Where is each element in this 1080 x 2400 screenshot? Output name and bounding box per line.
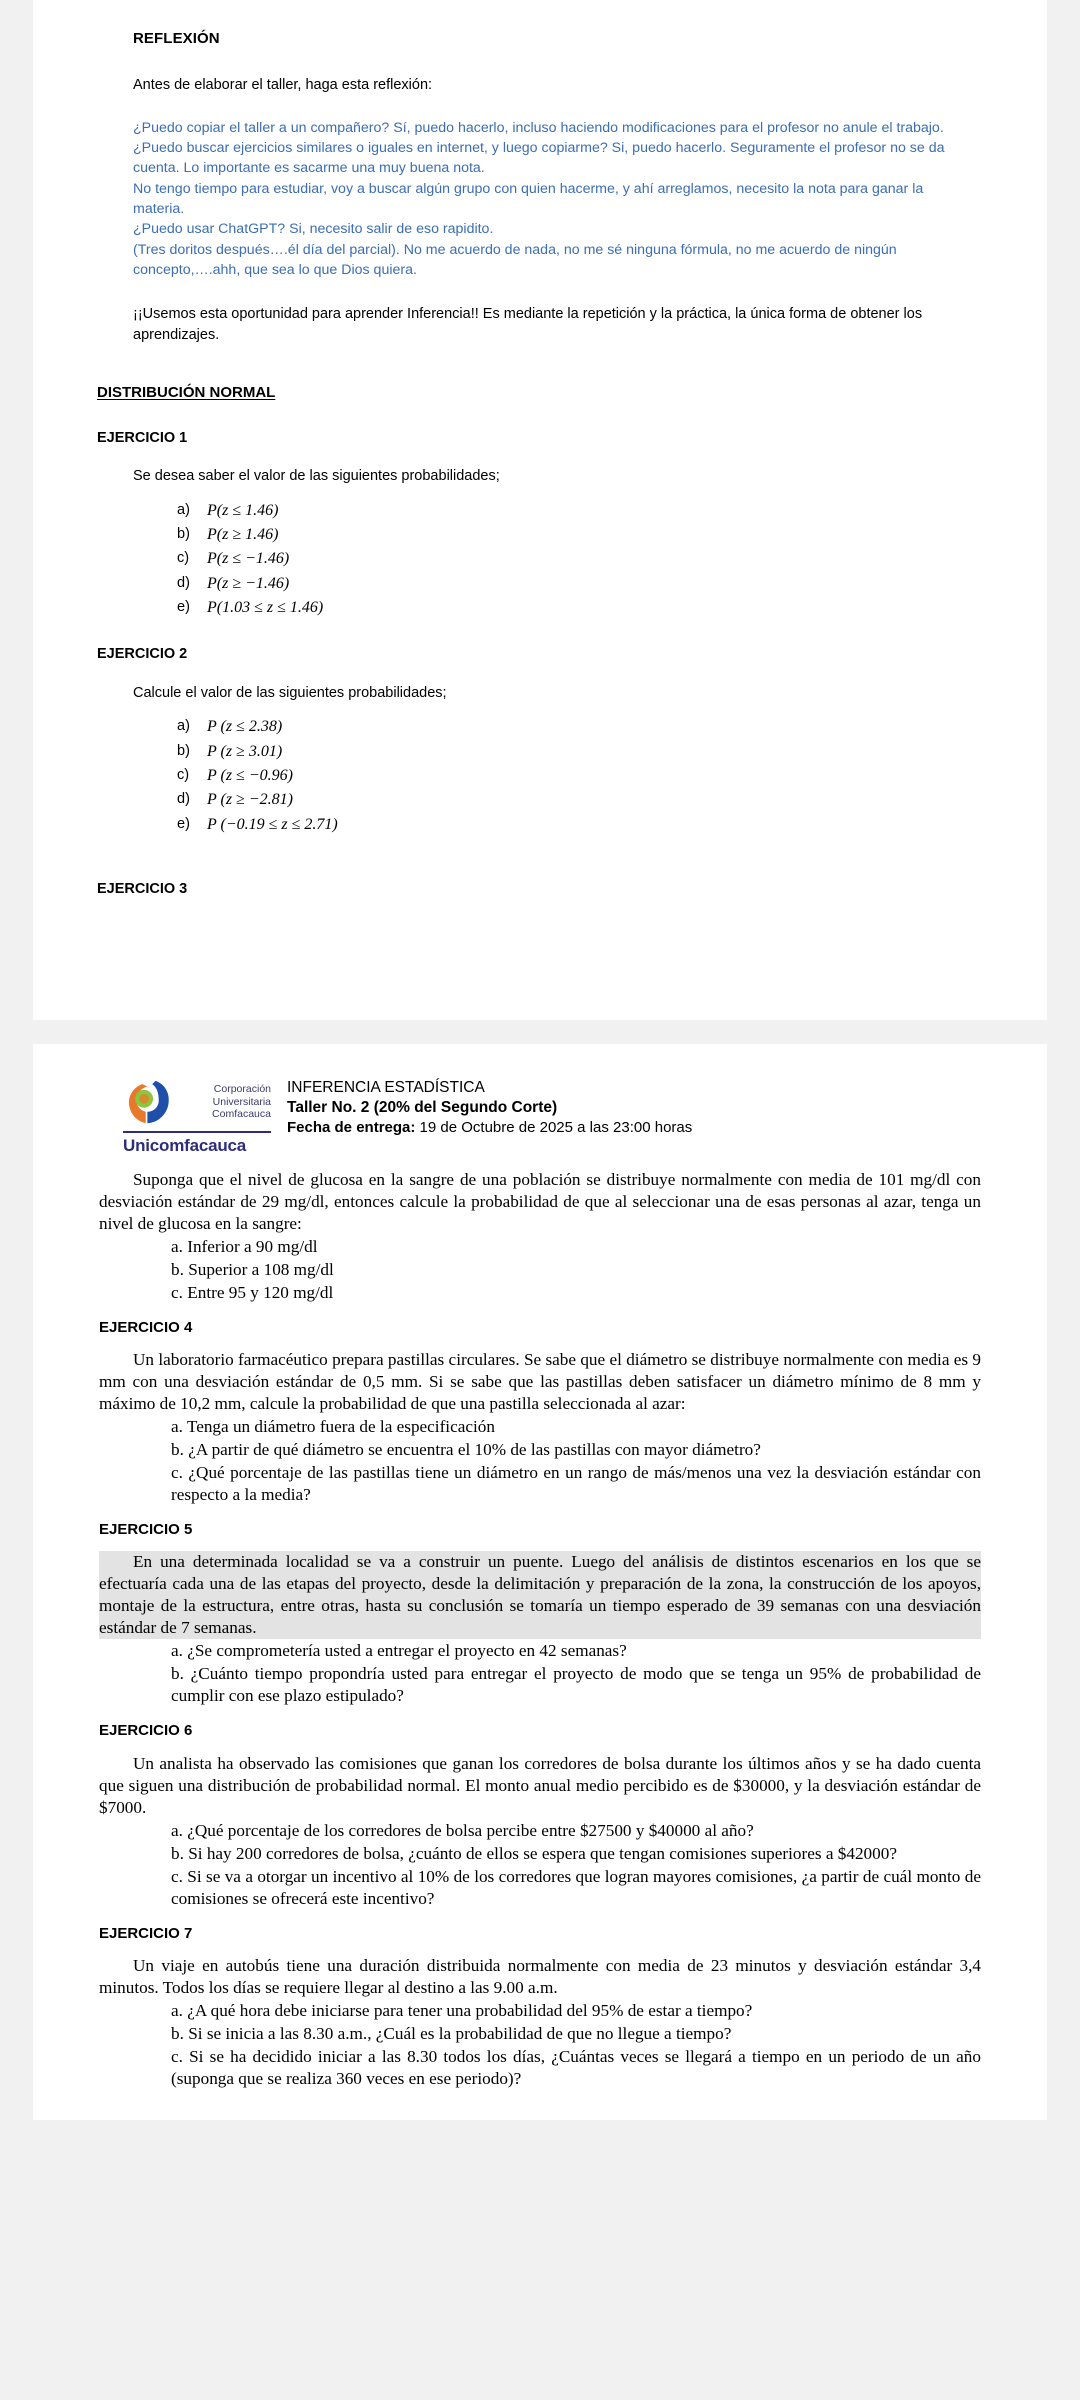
logo-line-3: Comfacauca <box>212 1108 271 1121</box>
logo-line-2: Universitaria <box>212 1095 271 1108</box>
due-date-line <box>287 1118 692 1138</box>
ejercicio-7-list <box>99 2000 981 2090</box>
list-item <box>177 740 947 764</box>
due-date-label: Fecha de entrega: <box>287 1118 416 1136</box>
list-item: b. Si hay 200 corredores de bolsa, ¿cuánto de ellos se espera que tengan comisiones superiores a $42000? <box>171 1843 897 1863</box>
list-item: c. Si se va a otorgar un incentivo al 10% de los corredores que logran mayores comisiones, ¿a partir de cuál monto de comisiones se ofrecerá este incentivo? <box>171 1866 981 1908</box>
list-item: c. Si se ha decidido iniciar a las 8.30 todos los días, ¿Cuántas veces se llegará a tiempo en un periodo de un año (suponga que se realiza 360 veces en ese periodo)? <box>171 2046 981 2088</box>
probability-expression: P (z ≤ 2.38) <box>207 718 283 736</box>
logo-top-row <box>123 1076 271 1128</box>
ejercicio-2-intro: Calcule el valor de las siguientes probabilidades; <box>133 684 447 701</box>
ejercicio-1-heading: EJERCICIO 1 <box>97 429 188 446</box>
ejercicio-4-list <box>99 1416 981 1506</box>
probability-expression: P(z ≤ −1.46) <box>207 550 290 568</box>
list-item: b. ¿A partir de qué diámetro se encuentra el 10% de las pastillas con mayor diámetro? <box>171 1440 761 1460</box>
list-item: c. Entre 95 y 120 mg/dl <box>171 1282 334 1302</box>
institution-logo <box>123 1076 273 1157</box>
ejercicio-5-heading: EJERCICIO 5 <box>99 1521 193 1539</box>
ejercicio-3-paragraph: Suponga que el nivel de glucosa en la sangre de una población se distribuye normalmente con media de 101 mg/dl con desviación estándar de 29 mg/dl, entonces calcule la probabilidad de que al seleccionar una de esas personas al azar, tenga un nivel de glucosa en la sangre: <box>99 1169 981 1233</box>
ejercicio-4-heading: EJERCICIO 4 <box>99 1318 193 1336</box>
ejercicio-4-paragraph: Un laboratorio farmacéutico prepara pastillas circulares. Se sabe que el diámetro se distribuye normalmente con media es 9 mm con una desviación estándar de 0,5 mm. Si se sabe que las pastillas deben satisfacer un diámetro mínimo de 8 mm y máximo de 10,2 mm, calcule la probabilidad de que una pastilla seleccionada al azar: <box>99 1350 981 1414</box>
list-marker: a) <box>177 718 190 735</box>
reflexion-blue-block <box>133 118 947 280</box>
list-item: b. Superior a 108 mg/dl <box>171 1259 334 1279</box>
ejercicio-6-list <box>99 1820 981 1910</box>
page-title: REFLEXIÓN <box>133 30 220 47</box>
document-page-1 <box>33 0 1047 1020</box>
reflexion-line-3: No tengo tiempo para estudiar, voy a buscar algún grupo con quien hacerme, y ahí arreglamos, necesito la nota para ganar la materia. <box>133 180 924 218</box>
list-marker: e) <box>177 598 190 615</box>
ejercicio-2-heading: EJERCICIO 2 <box>97 646 188 663</box>
course-name: INFERENCIA ESTADÍSTICA <box>287 1079 485 1096</box>
list-item: b. ¿Cuánto tiempo propondría usted para entregar el proyecto de modo que se tenga un 95% de probabilidad de cumplir con ese plazo estipulado? <box>171 1664 981 1706</box>
page-separator <box>0 1020 1080 1044</box>
probability-expression: P(z ≥ −1.46) <box>207 574 290 592</box>
list-item <box>177 547 947 571</box>
probability-expression: P(z ≥ 1.46) <box>207 526 279 544</box>
probability-expression: P (−0.19 ≤ z ≤ 2.71) <box>207 815 338 833</box>
list-marker: c) <box>177 550 190 567</box>
ejercicio-5-block <box>99 1551 981 1707</box>
list-item: a. ¿Se comprometería usted a entregar el proyecto en 42 semanas? <box>171 1641 627 1661</box>
unicomfacauca-logo-icon <box>123 1076 175 1128</box>
ejercicio-7-heading: EJERCICIO 7 <box>99 1924 193 1942</box>
list-item: a. Inferior a 90 mg/dl <box>171 1236 318 1256</box>
section-heading-distribucion-normal: DISTRIBUCIÓN NORMAL <box>97 384 276 402</box>
logo-wordmark-lines <box>179 1083 271 1121</box>
list-item: a. ¿A qué hora debe iniciarse para tener una probabilidad del 95% de estar a tiempo? <box>171 2000 753 2020</box>
list-item: c. ¿Qué porcentaje de las pastillas tiene un diámetro en un rango de más/menos una vez la desviación estándar con respecto a la media? <box>171 1463 981 1505</box>
reflexion-line-4: ¿Puedo usar ChatGPT? Si, necesito salir de eso rapidito. <box>133 221 494 238</box>
list-marker: c) <box>177 767 190 784</box>
list-item <box>177 764 947 788</box>
list-item <box>177 523 947 547</box>
list-item: a. Tenga un diámetro fuera de la especificación <box>171 1417 495 1437</box>
ejercicio-2-list <box>133 715 947 837</box>
list-item <box>177 813 947 837</box>
ejercicio-6-paragraph: Un analista ha observado las comisiones que ganan los corredores de bolsa durante los últimos años y se ha dado cuenta que siguen una distribución de probabilidad normal. El monto anual medio percibido es de $30000, y la desviación estándar de $7000. <box>99 1753 981 1817</box>
ejercicio-1-list <box>133 499 947 621</box>
ejercicio-6-heading: EJERCICIO 6 <box>99 1722 193 1740</box>
ejercicio-5-list <box>99 1640 981 1707</box>
due-date-value: 19 de Octubre de 2025 a las 23:00 horas <box>419 1118 693 1136</box>
list-item <box>177 715 947 739</box>
reflexion-lead: Antes de elaborar el taller, haga esta reflexión: <box>133 77 433 94</box>
probability-expression: P(z ≤ 1.46) <box>207 501 279 519</box>
list-marker: d) <box>177 574 190 591</box>
list-marker: b) <box>177 742 190 759</box>
ejercicio-3-list <box>99 1236 981 1304</box>
document-page-2 <box>33 1044 1047 2120</box>
logo-institution-name: Unicomfacauca <box>123 1136 247 1155</box>
ejercicio-5-paragraph: En una determinada localidad se va a construir un puente. Luego del análisis de distintos escenarios en los que se efectuaría cada una de las etapas del proyecto, desde la delimitación y preparación de la zona, la construcción de los apoyos, montaje de la estructura, entre otras, hasta su conclusión se tomaría un tiempo esperado de 39 semanas con una desviación estándar de 7 semanas. <box>99 1551 981 1639</box>
list-item <box>177 572 947 596</box>
list-marker: b) <box>177 526 190 543</box>
ejercicio-7-paragraph: Un viaje en autobús tiene una duración distribuida normalmente con media de 23 minutos y desviación estándar 3,4 minutos. Todos los días se requiere llegar al destino a las 9.00 a.m. <box>99 1955 981 1997</box>
logo-divider <box>123 1131 271 1133</box>
probability-expression: P(1.03 ≤ z ≤ 1.46) <box>207 598 324 616</box>
document-header <box>123 1076 981 1157</box>
taller-title: Taller No. 2 (20% del Segundo Corte) <box>287 1098 558 1116</box>
probability-expression: P (z ≥ −2.81) <box>207 791 293 809</box>
list-marker: e) <box>177 815 190 832</box>
list-item <box>177 596 947 620</box>
probability-expression: P (z ≤ −0.96) <box>207 767 293 785</box>
ejercicio-1-intro: Se desea saber el valor de las siguientes probabilidades; <box>133 468 500 485</box>
reflexion-line-5: (Tres doritos después….él día del parcial). No me acuerdo de nada, no me sé ninguna fórmula, no me acuerdo de ningún concepto,….ahh, que sea lo que Dios quiera. <box>133 241 897 278</box>
reflexion-line-2: ¿Puedo buscar ejercicios similares o iguales en internet, y luego copiarme? Si, puedo hacerlo. Seguramente el profesor no se da cuenta. Lo importante es sacarme una muy buena nota. <box>133 140 945 177</box>
list-item <box>177 788 947 812</box>
list-item <box>177 499 947 523</box>
probability-expression: P (z ≥ 3.01) <box>207 742 283 760</box>
logo-line-1: Corporación <box>213 1082 271 1095</box>
list-marker: a) <box>177 501 190 518</box>
header-text-block <box>287 1076 692 1137</box>
list-item: b. Si se inicia a las 8.30 a.m., ¿Cuál es la probabilidad de que no llegue a tiempo? <box>171 2023 732 2043</box>
list-marker: d) <box>177 791 190 808</box>
ejercicio-3-heading: EJERCICIO 3 <box>97 881 188 898</box>
reflexion-line-1: ¿Puedo copiar el taller a un compañero? Sí, puedo hacerlo, incluso haciendo modificaciones para el profesor no anule el trabajo. <box>133 119 944 136</box>
list-item: a. ¿Qué porcentaje de los corredores de bolsa percibe entre $27500 y $40000 al año? <box>171 1820 754 1840</box>
usemos-paragraph: ¡¡Usemos esta oportunidad para aprender Inferencia!! Es mediante la repetición y la práctica, la única forma de obtener los aprendizajes. <box>133 306 923 344</box>
